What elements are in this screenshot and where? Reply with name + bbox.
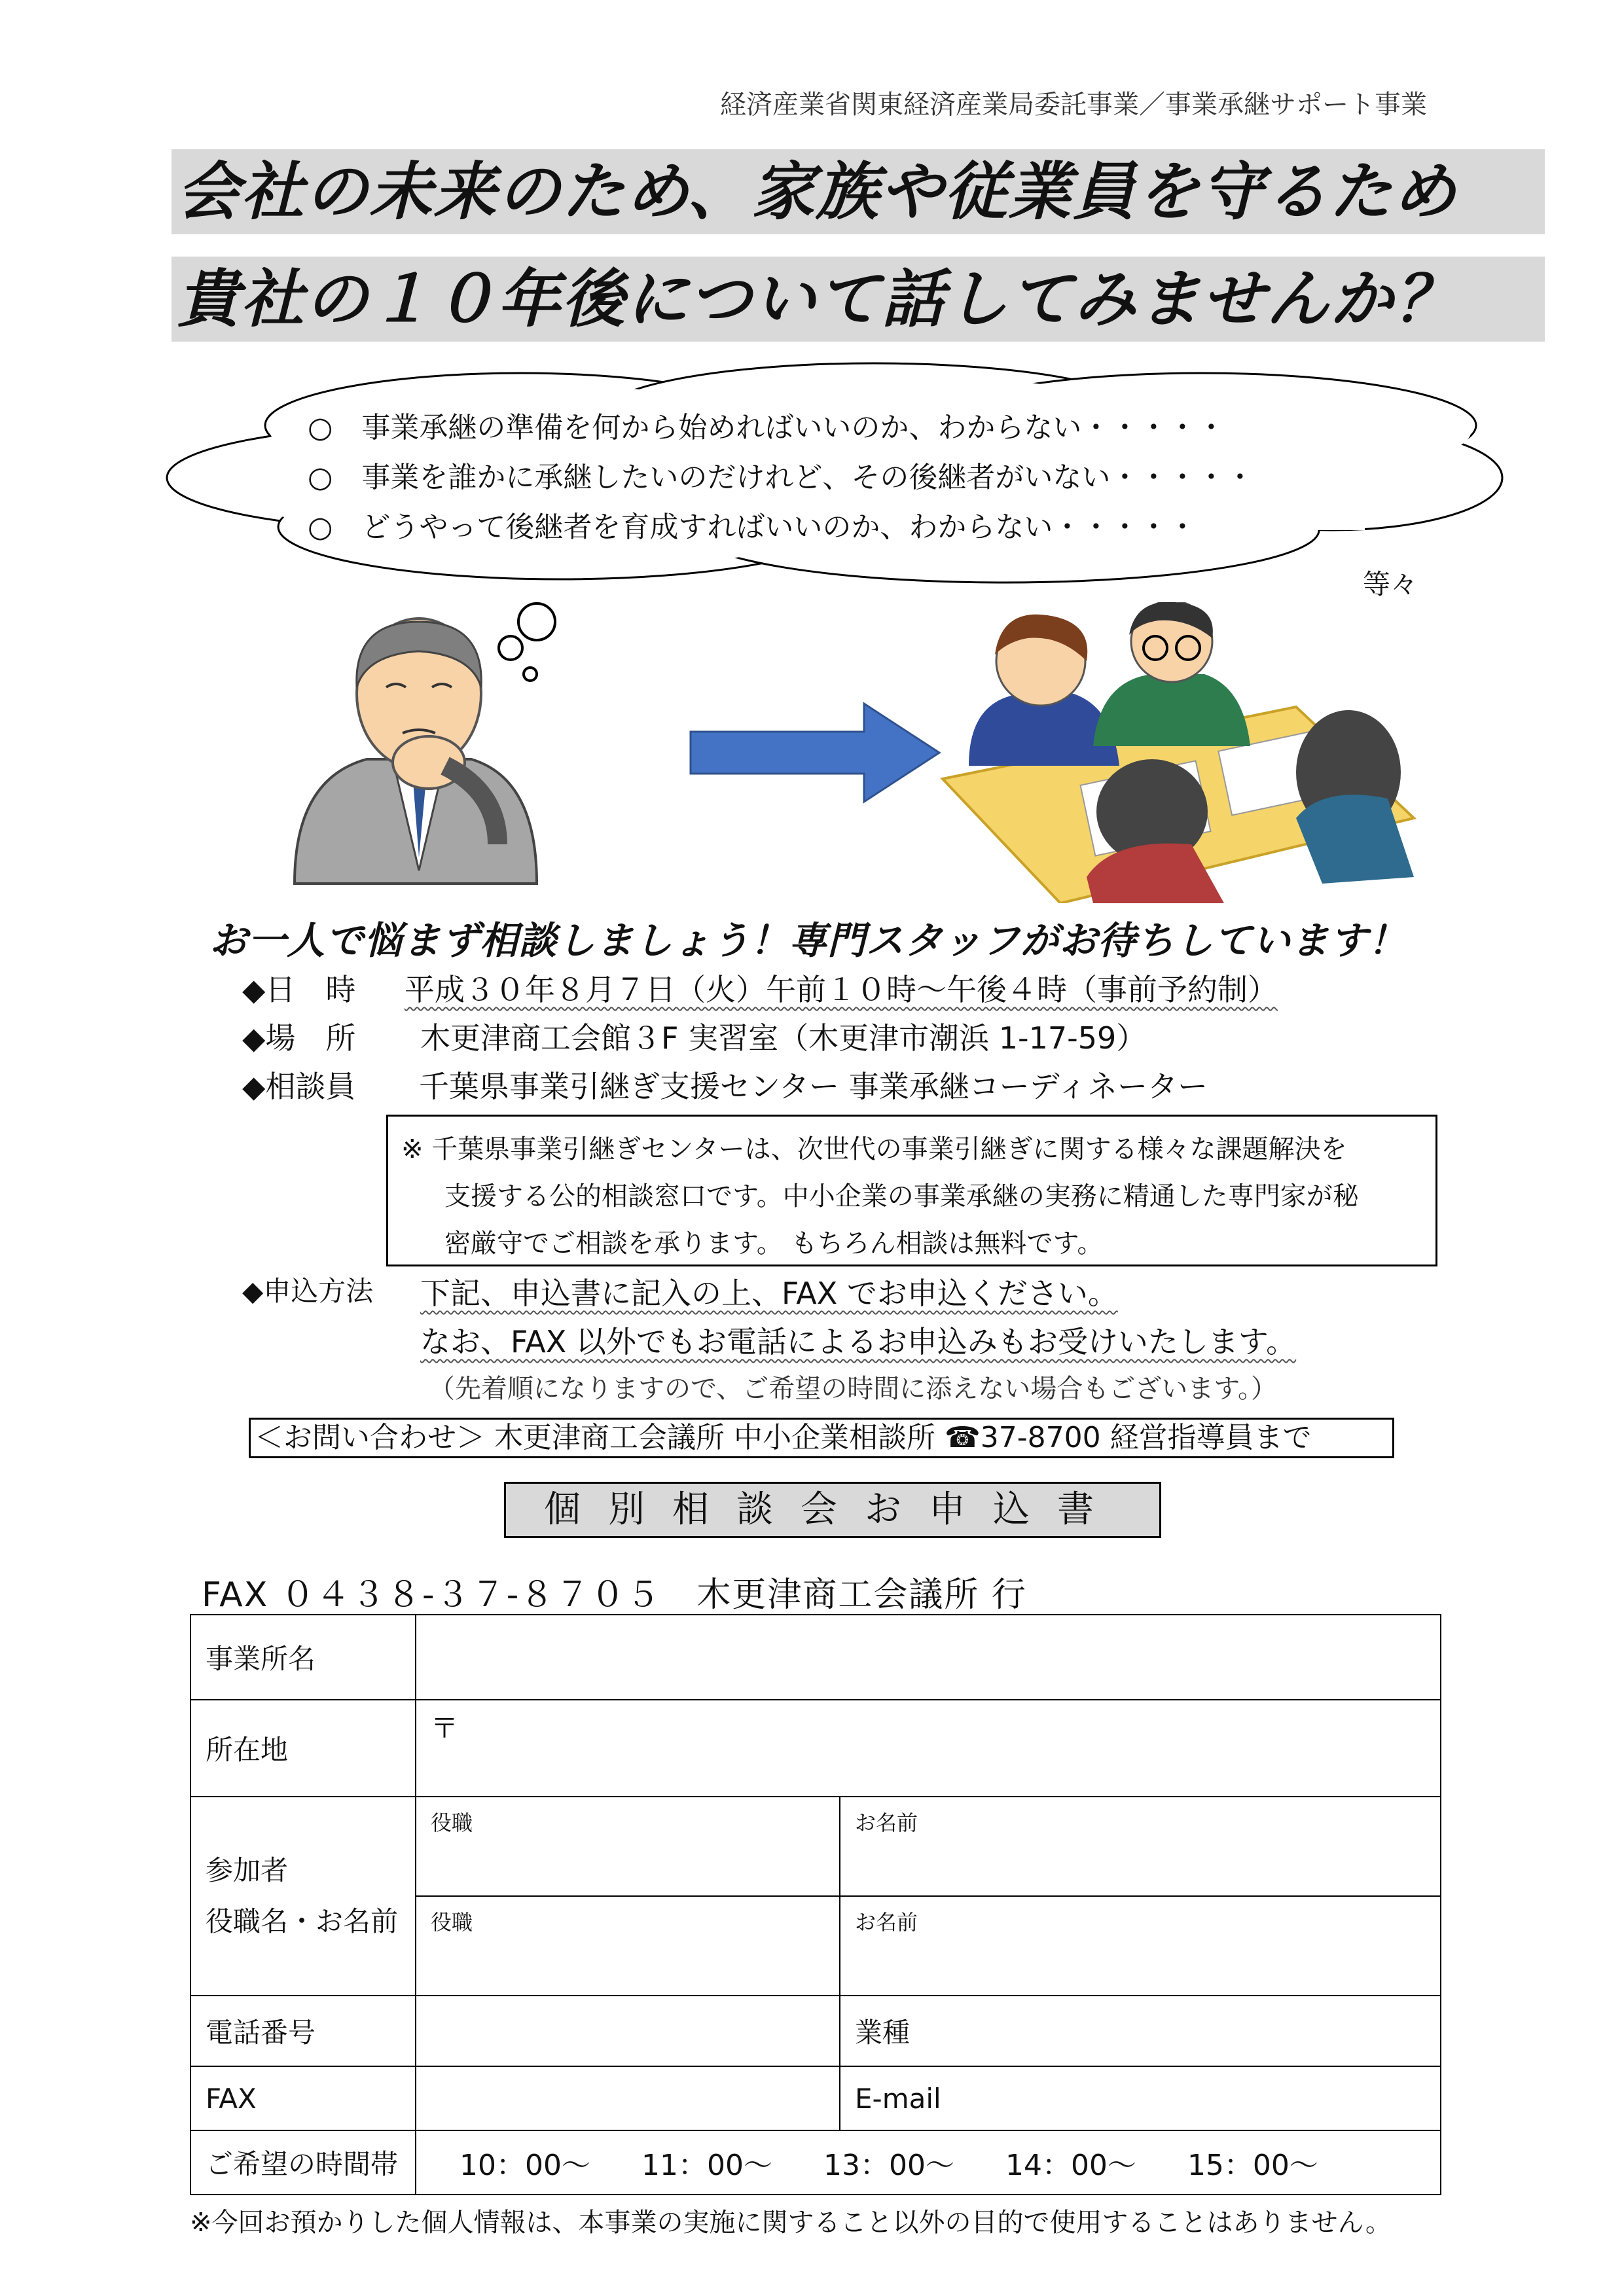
consultant-value: 千葉県事業引継ぎ支援センター 事業承継コーディネーター — [419, 1069, 1208, 1104]
place-value: 木更津商工会館３F 実習室（木更津市潮浜 1-17-59） — [420, 1020, 1147, 1056]
worry-item: ○ 事業を誰かに承継したいのだけれど、その後継者がいない・・・・・ — [308, 461, 1255, 494]
headline-line2: 貴社の１０年後について話してみませんか？ — [171, 257, 1545, 342]
time-slot-option[interactable]: 15：00～ — [1187, 2149, 1318, 2182]
form-row-phone — [190, 1996, 1441, 2066]
industry-label: 業種 — [855, 2017, 911, 2049]
apply-value1: 下記、申込書に記入の上、FAX でお申込ください。 — [420, 1276, 1118, 1311]
business-name-field[interactable] — [416, 1615, 1441, 1700]
note-line: 密厳守でご相談を承ります。 もちろん相談は無料です。 — [444, 1229, 1104, 1259]
footer-note: ※今回お預かりした個人情報は、本事業の実施に関すること以外の目的で使用することはありません。 — [190, 2208, 1392, 2238]
form-row-business — [190, 1615, 1441, 1700]
position-label: 役職 — [431, 1910, 473, 1935]
apply-value2-text: なお、FAX 以外でもお電話によるお申込みもお受けいたします。 — [420, 1324, 1297, 1359]
phone-label: 電話番号 — [190, 1996, 416, 2066]
form-row-participant1 — [190, 1797, 1441, 1896]
time-slot-option[interactable]: 10：00～ — [460, 2149, 590, 2182]
form-row-fax — [190, 2066, 1441, 2130]
name-field-1[interactable] — [840, 1797, 1441, 1896]
name-label: お名前 — [855, 1910, 918, 1935]
apply-note: （先着順になりますので、ご希望の時間に添えない場合もございます。） — [429, 1374, 1277, 1404]
time-label: ご希望の時間帯 — [190, 2130, 416, 2195]
position-field-2[interactable] — [416, 1896, 840, 1996]
postal-mark: 〒 — [431, 1712, 459, 1744]
participant-label — [190, 1797, 416, 1996]
apply-label: ◆申込方法 — [242, 1275, 374, 1307]
consultant-label: ◆相談員 — [242, 1069, 356, 1104]
position-field-1[interactable] — [416, 1797, 840, 1896]
address-label: 所在地 — [190, 1700, 416, 1797]
email-field[interactable] — [840, 2066, 1441, 2130]
etc-label: 等々 — [1363, 568, 1418, 600]
participant-label2: 役職名・お名前 — [206, 1905, 399, 1937]
name-label: お名前 — [855, 1810, 918, 1835]
time-slots — [416, 2130, 1441, 2195]
worry-item: ○ どうやって後継者を育成すればいいのか、わからない・・・・・ — [308, 511, 1197, 544]
apply-value2 — [420, 1318, 1296, 1361]
header-note: 経済産業省関東経済産業局委託事業／事業承継サポート事業 — [720, 90, 1427, 120]
business-name-label: 事業所名 — [190, 1615, 416, 1700]
contact-box: ＜お問い合わせ＞ 木更津商工会議所 中小企業相談所 ☎37-8700 経営指導員まで — [249, 1418, 1394, 1458]
note-line: 支援する公的相談窓口です。中小企業の事業承継の実務に精通した専門家が秘 — [444, 1181, 1359, 1211]
time-slot-option[interactable]: 14：00～ — [1005, 2149, 1136, 2182]
info-row-consultant — [242, 1063, 1208, 1106]
form-title: 個別相談会お申込書 — [504, 1482, 1161, 1538]
arrow-right-icon — [687, 700, 943, 805]
address-field[interactable] — [416, 1700, 1441, 1797]
time-slot-option[interactable]: 11：00～ — [641, 2149, 772, 2182]
form-row-time — [190, 2130, 1441, 2195]
name-field-2[interactable] — [840, 1896, 1441, 1996]
phone-field[interactable] — [416, 1996, 840, 2066]
info-row-apply — [242, 1270, 1118, 1311]
fax-line: FAX ０４３８-３７-８７０５ 木更津商工会議所 行 — [202, 1575, 1027, 1615]
tagline: お一人で悩まず相談しましょう！専門スタッフがお待ちしています！ — [209, 918, 1407, 963]
time-slot-option[interactable]: 13：00～ — [823, 2149, 954, 2182]
participant-label1: 参加者 — [206, 1854, 289, 1886]
email-label: E-mail — [855, 2082, 941, 2115]
info-row-date — [242, 966, 1278, 1009]
date-value: 平成３０年８月７日（火）午前１０時～午後４時（事前予約制） — [405, 972, 1278, 1007]
place-label: ◆場 所 — [242, 1020, 356, 1056]
application-form — [190, 1614, 1441, 2195]
fax-label: FAX — [190, 2066, 416, 2130]
worries-list — [308, 403, 1329, 552]
worried-man-illustration — [281, 596, 556, 890]
info-row-place — [242, 1014, 1147, 1058]
meeting-illustration — [929, 602, 1427, 903]
form-row-address — [190, 1700, 1441, 1797]
worry-item: ○ 事業承継の準備を何から始めればいいのか、わからない・・・・・ — [308, 411, 1226, 444]
note-box — [386, 1115, 1437, 1266]
fax-field[interactable] — [416, 2066, 840, 2130]
date-label: ◆日 時 — [242, 972, 356, 1007]
note-line: ※ 千葉県事業引継ぎセンターは、次世代の事業引継ぎに関する様々な課題解決を — [401, 1134, 1347, 1164]
headline-line1: 会社の未来のため、家族や従業員を守るため — [171, 149, 1545, 234]
position-label: 役職 — [431, 1810, 473, 1835]
industry-field[interactable] — [840, 1996, 1441, 2066]
